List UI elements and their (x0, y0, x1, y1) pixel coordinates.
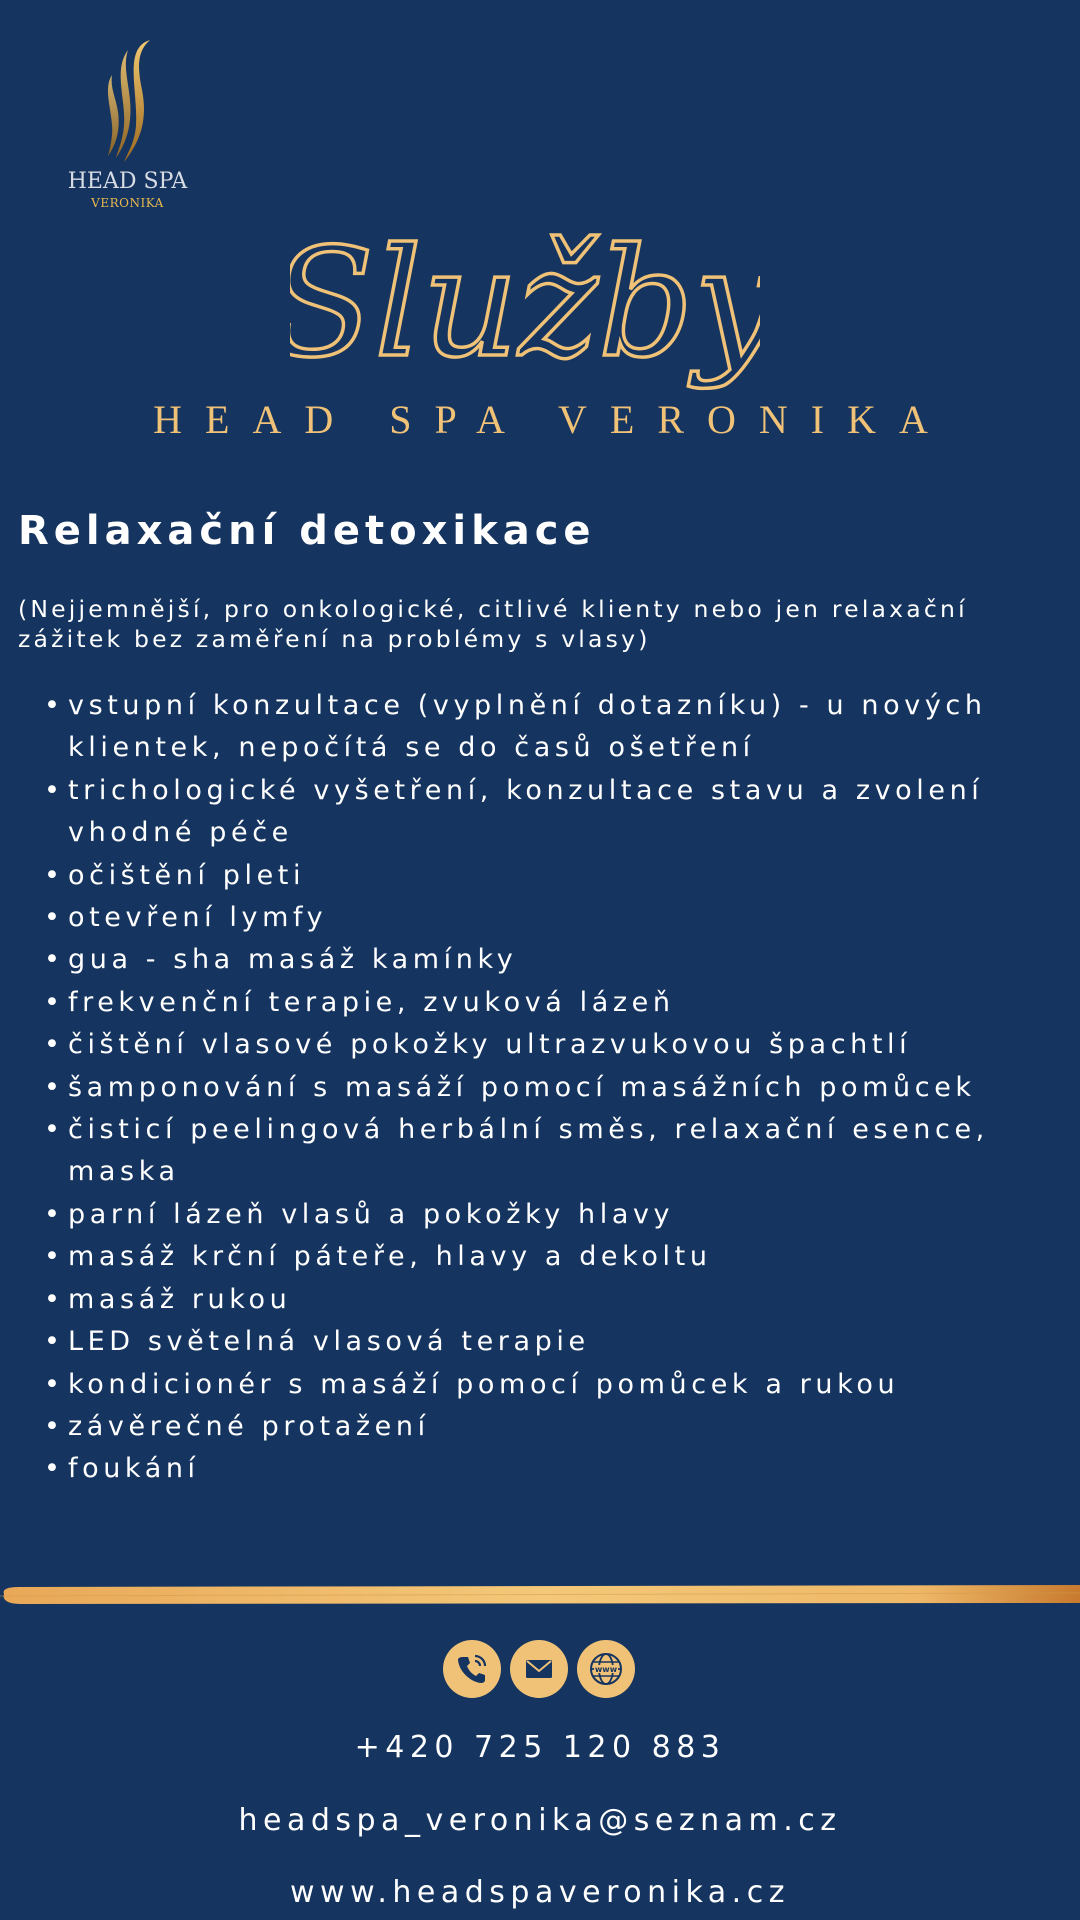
list-item: • vstupní konzultace (vyplnění dotazníku) - u nových klientek, nepočítá se do časů ošetření (44, 690, 987, 764)
list-item: • čisticí peelingová herbální směs, relaxační esence, maska (44, 1114, 989, 1188)
list-item: • kondicionér s masáží pomocí pomůcek a rukou (44, 1368, 900, 1400)
contact-icons (443, 1640, 643, 1698)
list-item: • šamponování s masáží pomocí masážních pomůcek (44, 1071, 976, 1103)
website-link[interactable]: www.headspaveronika.cz (290, 1875, 790, 1910)
list-item: • frekvenční terapie, zvuková lázeň (44, 986, 675, 1018)
list-item: • LED světelná vlasová terapie (44, 1326, 590, 1358)
list-item: • očištění pleti (44, 859, 306, 891)
email-address[interactable]: headspa_veronika@seznam.cz (238, 1803, 842, 1838)
mail-icon[interactable] (510, 1640, 568, 1698)
list-item: • gua - sha masáž kamínky (44, 944, 518, 976)
hair-flame-icon (88, 30, 168, 165)
list-item: • závěrečné protažení (44, 1410, 430, 1442)
list-item: • masáž krční páteře, hlavy a dekoltu (44, 1241, 712, 1273)
script-title-text: Služby (290, 220, 760, 391)
list-item: • otevření lymfy (44, 902, 328, 934)
list-item: • foukání (44, 1453, 200, 1485)
logo-name: HEAD SPA (67, 169, 188, 194)
phone-number[interactable]: +420 725 120 883 (354, 1730, 726, 1765)
logo-subname: VERONIKA (91, 196, 164, 210)
logo (55, 30, 200, 215)
service-list (44, 685, 1068, 1491)
svg-text:www: www (594, 1665, 618, 1674)
section-heading: Relaxační detoxikace (18, 508, 596, 554)
list-item: • čištění vlasové pokožky ultrazvukovou špachtlí (44, 1029, 912, 1061)
globe-icon[interactable] (577, 1640, 635, 1698)
script-title (290, 220, 760, 420)
section-intro: (Nejjemnější, pro onkologické, citlivé klienty nebo jen relaxační zážitek bez zaměření na problémy s vlasy) (18, 595, 968, 653)
phone-icon[interactable] (443, 1640, 501, 1698)
gold-brush-divider (0, 1584, 1080, 1608)
list-item: • parní lázeň vlasů a pokožky hlavy (44, 1198, 675, 1230)
list-item: • trichologické vyšetření, konzultace stavu a zvolení vhodné péče (44, 774, 984, 849)
list-item: • masáž rukou (44, 1283, 292, 1315)
subtitle: HEAD SPA VERONIKA (153, 397, 951, 442)
